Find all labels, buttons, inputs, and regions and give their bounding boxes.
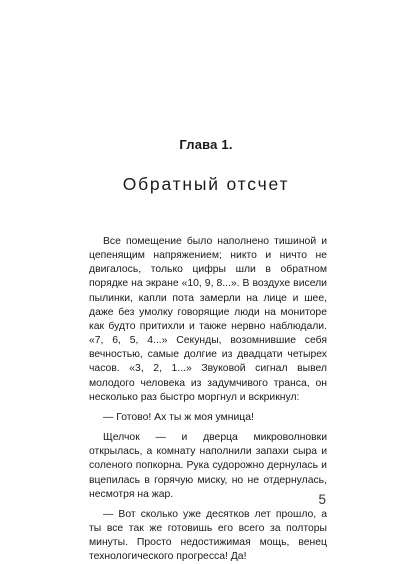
paragraph: Все помещение было наполнено тишиной и цепенящим напряжением; никто и ничто не двигалось, только цифры шли в обратном порядке на экране «10, 9, 8...». В воздухе висели пылинки, капли пота замерли на лице и шее, даже без умолку говорящие люди на мониторе как будто притихли и также нервно наблюдали. «7, 6, 5, 4...» Секунды, возомнившие себя вечностью, самые долгие из двадцати четырех часов. «3, 2, 1...» Звуковой сигнал вывел молодого человека из задумчивого транса, он несколько раз быстро моргнул и вскрикнул: bbox=[89, 236, 327, 403]
chapter-label: Глава 1. bbox=[179, 137, 233, 152]
paragraph: — Вот сколько уже десятков лет прошло, а ты все так же готовишь его всего за полторы минуты. Просто недостижимая мощь, венец технологического прогресса! Да! bbox=[89, 508, 327, 563]
chapter-body bbox=[89, 235, 327, 564]
paragraph: — Готово! Ах ты ж моя умница! bbox=[103, 411, 254, 423]
paragraph: Щелчок — и дверца микроволновки открылась, а комнату наполнили запахи сыра и соленого попкорна. Рука судорожно дернулась и вцепилась в горячую миску, но не отдернулась, несмотря на жар. bbox=[89, 432, 327, 500]
chapter-title: Обратный отсчет bbox=[122, 174, 290, 194]
page-number: 5 bbox=[318, 492, 326, 507]
